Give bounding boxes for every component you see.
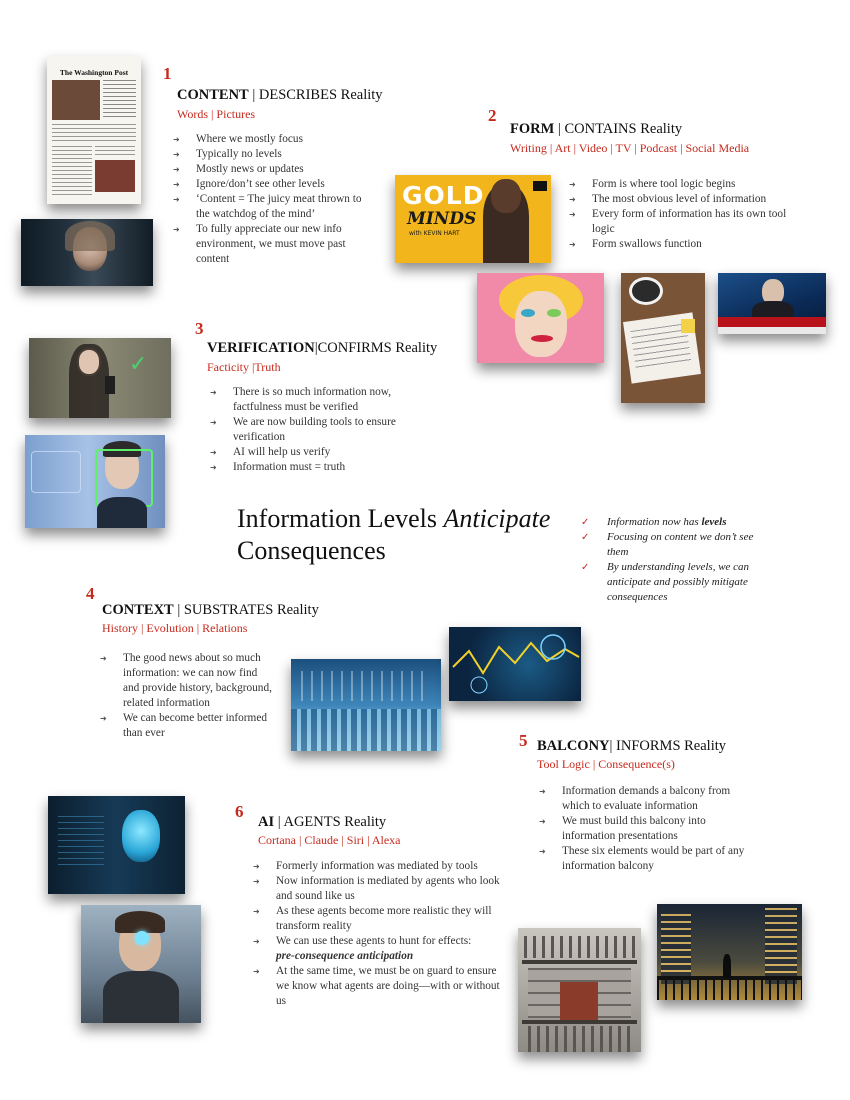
list-item: ➜ We are now building tools to ensure verification	[208, 415, 403, 445]
section-2-number: 2	[488, 106, 497, 125]
section-6-bullets	[251, 859, 501, 1009]
list-item: ➜ We can become better informed than ever	[98, 711, 276, 741]
section-4-heading-rest: | SUBSTRATES Reality	[173, 602, 319, 618]
section-6-heading-rest: | AGENTS Reality	[274, 814, 387, 830]
analytics-dashboard-image	[449, 627, 581, 701]
section-4-heading-bold: CONTEXT	[102, 602, 174, 618]
section-2-bullets	[567, 177, 792, 252]
section-1-heading-rest: | DESCRIBES Reality	[248, 87, 383, 103]
face-verification-phone-image: ✓	[29, 338, 171, 418]
section-2-subheading: Writing | Art | Video | TV | Podcast | Social Media	[510, 141, 750, 155]
cyborg-portrait-image	[81, 905, 201, 1023]
list-item: ➜ Now information is mediated by agents who look and sound like us	[251, 874, 501, 904]
title-italic: Anticipate	[443, 504, 551, 533]
tv-news-anchor-image	[718, 273, 826, 334]
list-item: ➜ Ignore/don’t see other levels	[171, 177, 376, 192]
section-3-heading-bold: VERIFICATION	[207, 340, 315, 356]
list-item: ✓ Information now has levels	[581, 515, 766, 530]
list-item: ➜ Typically no levels	[171, 147, 376, 162]
list-item: ➜ AI will help us verify	[208, 445, 403, 460]
section-2-heading-rest: | CONTAINS Reality	[554, 121, 683, 137]
emphasis-text: pre-consequence anticipation	[276, 950, 414, 962]
section-3-number: 3	[195, 319, 204, 338]
list-item: ➜ These six elements would be part of any information balcony	[537, 844, 747, 874]
key-points-list	[581, 515, 766, 605]
section-5-heading-rest: | INFORMS Reality	[609, 738, 727, 754]
balcony-building-image	[518, 928, 641, 1052]
list-item: ➜ Mostly news or updates	[171, 162, 376, 177]
section-3-bullets	[208, 385, 403, 475]
section-5-heading	[537, 738, 726, 755]
list-item: ➜ To fully appreciate our new info environment, we must move past content	[171, 222, 376, 267]
desk-notebook-image	[621, 273, 705, 403]
title-line2: Consequences	[237, 536, 386, 565]
list-item: ➜ Form swallows function	[567, 237, 792, 252]
section-6-number: 6	[235, 802, 244, 821]
gold-minds-host: with KEVIN HART	[409, 230, 460, 237]
list-item: ➜ At the same time, we must be on guard to ensure we know what agents are doing—with or without us	[251, 964, 501, 1009]
list-item: ➜ There is so much information now, factfulness must be verified	[208, 385, 403, 415]
list-item: ➜ Every form of information has its own tool logic	[567, 207, 792, 237]
list-item: ➜ The good news about so much information: we can now find and provide history, background, related information	[98, 651, 276, 711]
list-item: ➜ Information demands a balcony from which to evaluate information	[537, 784, 747, 814]
gold-minds-title: GOLD	[402, 181, 485, 210]
list-item: ➜ Where we mostly focus	[171, 132, 376, 147]
section-4-number: 4	[86, 584, 95, 603]
list-item: ➜ Form is where tool logic begins	[567, 177, 792, 192]
washington-post-image	[47, 56, 141, 204]
section-3-heading	[207, 340, 437, 357]
list-item: ➜ ‘Content = The juicy meat thrown to the watchdog of the mind’	[171, 192, 376, 222]
section-1-bullets	[171, 132, 376, 267]
section-5-number: 5	[519, 731, 528, 750]
page-title	[237, 503, 597, 567]
gold-minds-podcast-image	[395, 175, 551, 263]
woman-portrait-image	[21, 219, 153, 286]
section-4-bullets	[98, 651, 276, 741]
section-5-bullets	[537, 784, 747, 874]
section-1-heading	[177, 87, 383, 104]
list-item: ➜ Formerly information was mediated by tools	[251, 859, 501, 874]
gold-minds-subtitle: MINDS	[407, 209, 477, 229]
section-2-heading-bold: FORM	[510, 121, 555, 137]
section-2-heading	[510, 121, 682, 138]
section-6-subheading: Cortana | Claude | Siri | Alexa	[258, 833, 401, 847]
ai-hologram-face-image	[48, 796, 185, 894]
newspaper-masthead: The Washington Post	[59, 68, 129, 77]
city-night-balcony-image	[657, 904, 802, 1000]
section-6-heading	[258, 814, 386, 831]
list-item: ➜ Information must = truth	[208, 460, 403, 475]
list-item: ➜ We can use these agents to hunt for effects: pre-consequence anticipation	[251, 934, 501, 964]
section-6-heading-bold: AI	[258, 814, 275, 830]
pop-art-portrait-image	[477, 273, 604, 363]
section-5-subheading: Tool Logic | Consequence(s)	[537, 757, 675, 771]
list-item: ✓ Focusing on content we don’t see them	[581, 530, 766, 560]
section-4-subheading: History | Evolution | Relations	[102, 621, 248, 635]
list-item: ➜ The most obvious level of information	[567, 192, 792, 207]
section-3-subheading: Facticity |Truth	[207, 360, 281, 374]
data-visualization-image	[291, 659, 441, 751]
section-4-heading	[102, 602, 319, 619]
title-part1: Information Levels	[237, 504, 444, 533]
list-item: ➜ We must build this balcony into information presentations	[537, 814, 747, 844]
list-item: ✓ By understanding levels, we can anticipate and possibly mitigate consequences	[581, 560, 766, 605]
section-1-subheading: Words | Pictures	[177, 107, 256, 121]
section-1-number: 1	[163, 64, 172, 83]
list-item: ➜ As these agents become more realistic they will transform reality	[251, 904, 501, 934]
face-scan-image	[25, 435, 165, 528]
section-1-heading-bold: CONTENT	[177, 87, 249, 103]
section-3-heading-rest: |CONFIRMS Reality	[314, 340, 438, 356]
section-5-heading-bold: BALCONY	[537, 738, 610, 754]
